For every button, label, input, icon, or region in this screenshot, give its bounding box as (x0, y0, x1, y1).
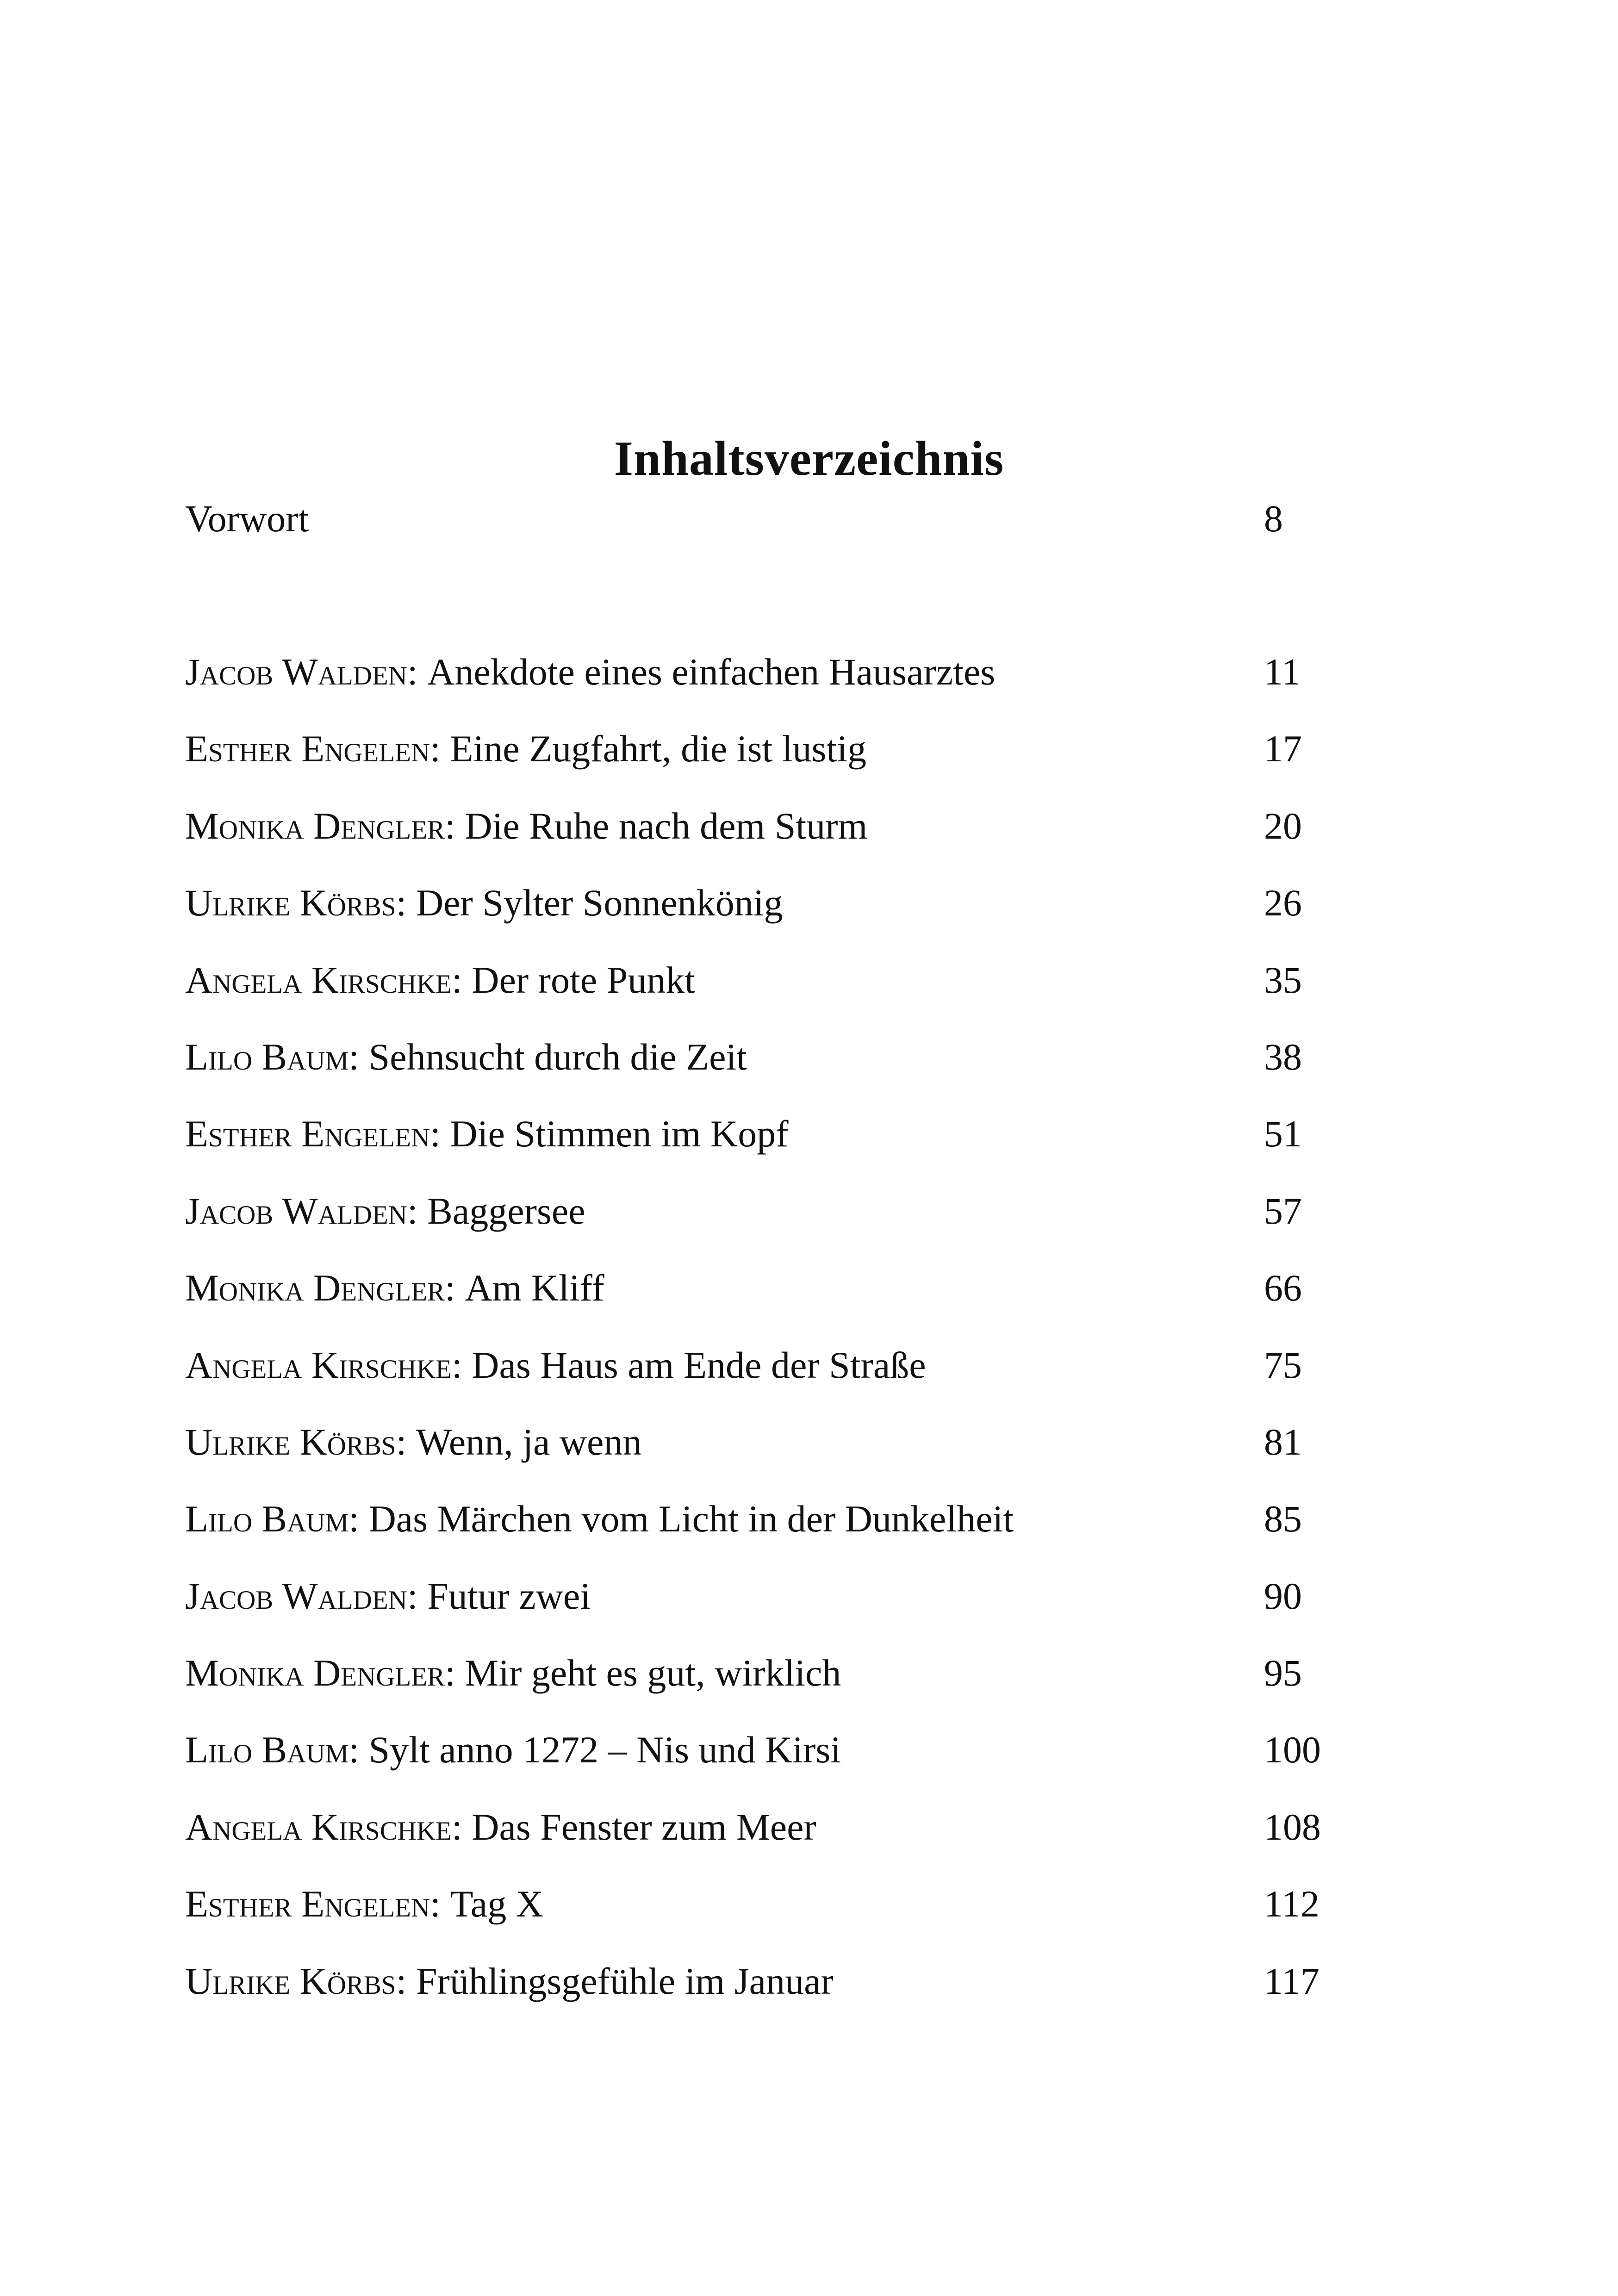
entry-page-number: 117 (1264, 1960, 1319, 2002)
entry-page-number: 112 (1264, 1883, 1319, 1925)
entry-separator: : (451, 958, 462, 1001)
entry-separator: : (451, 1344, 462, 1386)
entry-page-number: 90 (1264, 1574, 1302, 1617)
entry-page-number: 51 (1264, 1113, 1302, 1155)
entry-author: Angela Kirschke (185, 958, 452, 1001)
page-title: Inhaltsverzeichnis (614, 431, 1004, 486)
entry-author: Esther Engelen (185, 1113, 430, 1155)
entry-title: Das Märchen vom Licht in der Dunkelheit (368, 1498, 1014, 1540)
entry-author: Lilo Baum (185, 1035, 349, 1078)
entry-title: Sylt anno 1272 – Nis und Kirsi (368, 1729, 841, 1771)
entry-separator: : (430, 1883, 441, 1925)
entry-author: Esther Engelen (185, 1883, 430, 1925)
toc-entry (185, 865, 1618, 941)
entry-page-number: 66 (1264, 1267, 1302, 1309)
entry-page-number: 81 (1264, 1420, 1302, 1463)
entry-title: Der rote Punkt (472, 958, 696, 1001)
entry-page-number: 35 (1264, 958, 1302, 1001)
toc-entry (185, 942, 1618, 1019)
entry-separator: : (396, 1420, 407, 1463)
entry-separator: : (396, 882, 407, 924)
entry-page-number: 75 (1264, 1344, 1302, 1386)
entry-author: Esther Engelen (185, 728, 430, 770)
entry-title: Anekdote eines einfachen Hausarztes (427, 651, 996, 693)
entry-page-number: 95 (1264, 1652, 1302, 1694)
entry-page-number: 85 (1264, 1498, 1302, 1540)
toc-entry (185, 1635, 1618, 1711)
entry-separator: : (348, 1729, 360, 1771)
entry-author: Jacob Walden (185, 651, 407, 693)
entry-separator: : (407, 1189, 418, 1232)
entry-separator: : (407, 651, 418, 693)
entry-author: Monika Dengler (185, 1652, 445, 1694)
entry-title: Das Fenster zum Meer (472, 1805, 816, 1848)
entry-separator: : (430, 1113, 441, 1155)
toc-entry (185, 1558, 1618, 1635)
entry-page-number: 108 (1264, 1805, 1321, 1848)
entry-title: Baggersee (427, 1189, 585, 1232)
toc-entry (185, 1866, 1618, 1942)
toc-entry (185, 788, 1618, 865)
entry-separator: : (445, 1652, 455, 1694)
entry-author: Angela Kirschke (185, 1344, 452, 1386)
entry-page-number: 11 (1264, 651, 1301, 693)
entry-author: Monika Dengler (185, 1267, 445, 1309)
entry-separator: : (348, 1498, 360, 1540)
toc-entry (185, 1019, 1618, 1095)
entry-title: Eine Zugfahrt, die ist lustig (450, 728, 866, 770)
toc-entry (185, 634, 1618, 710)
entry-page-number: 38 (1264, 1035, 1302, 1078)
entry-title: Der Sylter Sonnenkönig (416, 882, 783, 924)
entry-author: Lilo Baum (185, 1729, 349, 1771)
toc-entry (185, 710, 1618, 787)
preface-page-number: 8 (1264, 498, 1283, 540)
toc-entry (185, 1250, 1618, 1326)
entry-title: Mir geht es gut, wirklich (465, 1652, 841, 1694)
entry-separator: : (407, 1574, 418, 1617)
toc-list (185, 634, 1618, 2020)
entry-author: Ulrike Körbs (185, 882, 396, 924)
entry-author: Lilo Baum (185, 1498, 349, 1540)
entry-author: Ulrike Körbs (185, 1960, 396, 2002)
toc-entry (185, 1327, 1618, 1404)
entry-page-number: 20 (1264, 804, 1302, 847)
entry-separator: : (430, 728, 441, 770)
entry-title: Sehnsucht durch die Zeit (368, 1035, 747, 1078)
toc-entry (185, 1404, 1618, 1481)
entry-page-number: 17 (1264, 728, 1302, 770)
entry-author: Jacob Walden (185, 1574, 407, 1617)
entry-separator: : (348, 1035, 360, 1078)
entry-page-number: 26 (1264, 882, 1302, 924)
entry-separator: : (396, 1960, 407, 2002)
entry-title: Das Haus am Ende der Straße (472, 1344, 926, 1386)
entry-author: Ulrike Körbs (185, 1420, 396, 1463)
entry-title: Die Stimmen im Kopf (450, 1113, 789, 1155)
entry-author: Monika Dengler (185, 804, 445, 847)
toc-entry (185, 1095, 1618, 1172)
entry-title: Die Ruhe nach dem Sturm (465, 804, 868, 847)
toc-entry (185, 1173, 1618, 1250)
entry-title: Frühlingsgefühle im Januar (416, 1960, 834, 2002)
entry-title: Am Kliff (465, 1267, 604, 1309)
entry-separator: : (445, 804, 455, 847)
entry-title: Futur zwei (427, 1574, 591, 1617)
toc-entry (185, 1481, 1618, 1557)
toc-entry (185, 1711, 1618, 1788)
entry-title: Tag X (450, 1883, 543, 1925)
preface-row (185, 480, 1618, 557)
preface-label: Vorwort (185, 498, 309, 540)
entry-separator: : (451, 1805, 462, 1848)
entry-author: Jacob Walden (185, 1189, 407, 1232)
toc-entry (185, 1789, 1618, 1866)
entry-author: Angela Kirschke (185, 1805, 452, 1848)
entry-page-number: 100 (1264, 1729, 1321, 1771)
entry-title: Wenn, ja wenn (416, 1420, 642, 1463)
toc-entry (185, 1943, 1618, 2020)
entry-page-number: 57 (1264, 1189, 1302, 1232)
entry-separator: : (445, 1267, 455, 1309)
